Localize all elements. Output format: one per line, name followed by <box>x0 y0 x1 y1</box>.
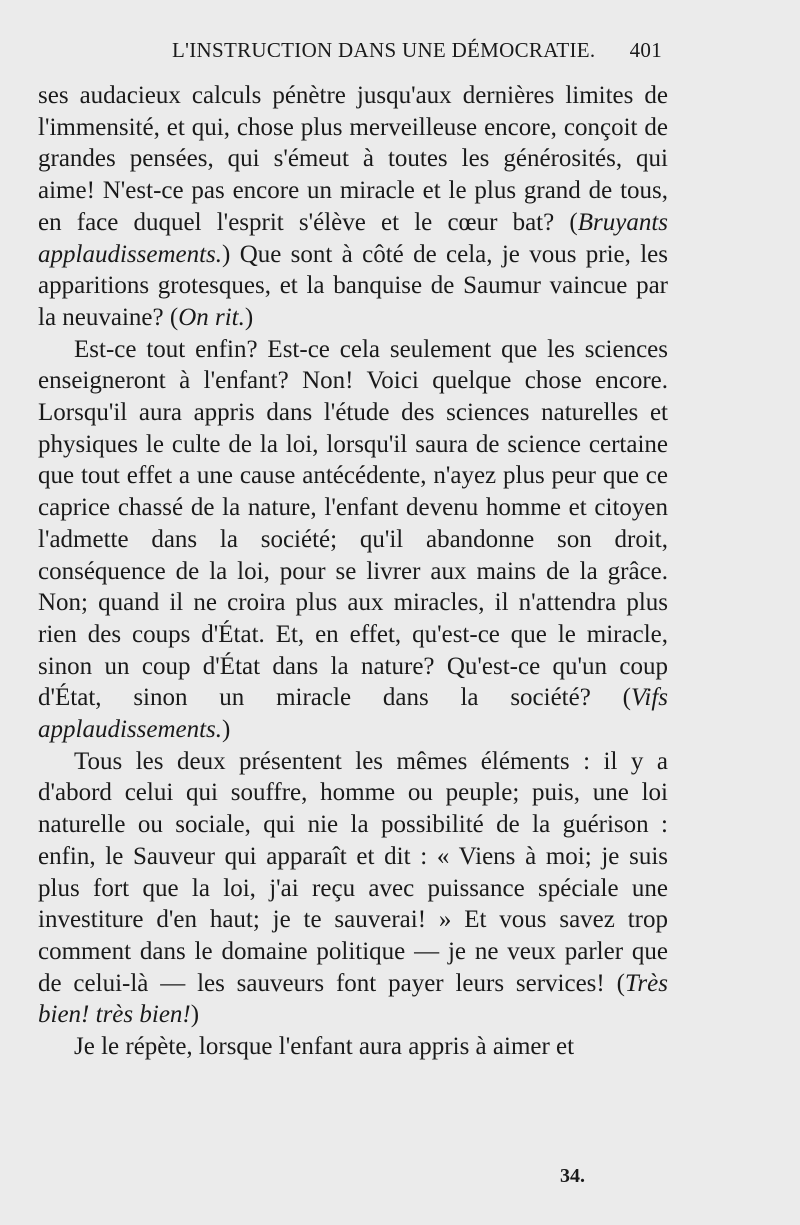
text-run: Tous les deux présentent les mêmes éléments : il y a d'abord celui qui souffre, homme ou peuple; puis, une loi naturelle ou sociale, qui nie la possibilité de la guérison : enfin, le Sauveur qui apparaît et dit : « Viens à moi; je suis plus fort que la loi, j'ai reçu avec puissance spéciale une investiture d'en haut; je te sauverai! » Et vous savez trop comment dans le domaine politique — je ne veux parler que de celui-là — les sauveurs font payer leurs services! ( <box>38 747 668 997</box>
italic-run: Vifs applaudissements. <box>38 684 668 744</box>
text-run: Est-ce tout enfin? Est-ce cela seulement que les sciences enseigneront à l'enfant? Non! Voici quelque chose encore. Lorsqu'il aura appris dans l'étude des sciences naturelles et physiques le culte de la loi, lorsqu'il saura de science certaine que tout effet a une cause antécédente, n'ayez plus peur que ce caprice chassé de la nature, l'enfant devenu homme et citoyen l'admette dans la société; qu'il abandonne son droit, conséquence de la loi, pour se livrer aux mains de la grâce. Non; quand il ne croira plus aux miracles, il n'attendra plus rien des coups d'État. Et, en effet, qu'est-ce que le miracle, sinon un coup d'État dans la nature? Qu'est-ce qu'un coup d'État, sinon un miracle dans la société? ( <box>38 335 668 712</box>
paragraph <box>38 746 668 1031</box>
paragraph <box>38 80 668 334</box>
text-run: ) <box>190 1001 200 1029</box>
italic-run: Bruyants applaudissements. <box>38 208 668 268</box>
body-text <box>38 80 668 1063</box>
paragraph <box>38 1031 668 1063</box>
signature-mark: 34. <box>560 1165 585 1187</box>
running-title: L'INSTRUCTION DANS UNE DÉMOCRATIE. <box>172 38 596 62</box>
text-run: Je le répète, lorsque l'enfant aura appris à aimer et <box>74 1033 575 1061</box>
page-number: 401 <box>629 38 662 62</box>
text-run: ) <box>222 716 231 744</box>
text-run: ) <box>244 303 254 331</box>
text-run: ses audacieux calculs pénètre jusqu'aux dernières limites de l'immensité, et qui, chose plus merveilleuse encore, conçoit de grandes pensées, qui s'émeut à toutes les générosités, qui aime! N'est-ce pas encore un miracle et le plus grand de tous, en face duquel l'esprit s'élève et le cœur bat? ( <box>38 82 668 236</box>
running-header <box>172 38 662 63</box>
paragraph <box>38 334 668 746</box>
text-run: ) Que sont à côté de cela, je vous prie, les apparitions grotesques, et la banquise de Saumur vaincue par la neuvaine? ( <box>38 240 668 331</box>
italic-run: On rit. <box>178 303 245 331</box>
italic-run: Très bien! très bien! <box>38 969 668 1029</box>
